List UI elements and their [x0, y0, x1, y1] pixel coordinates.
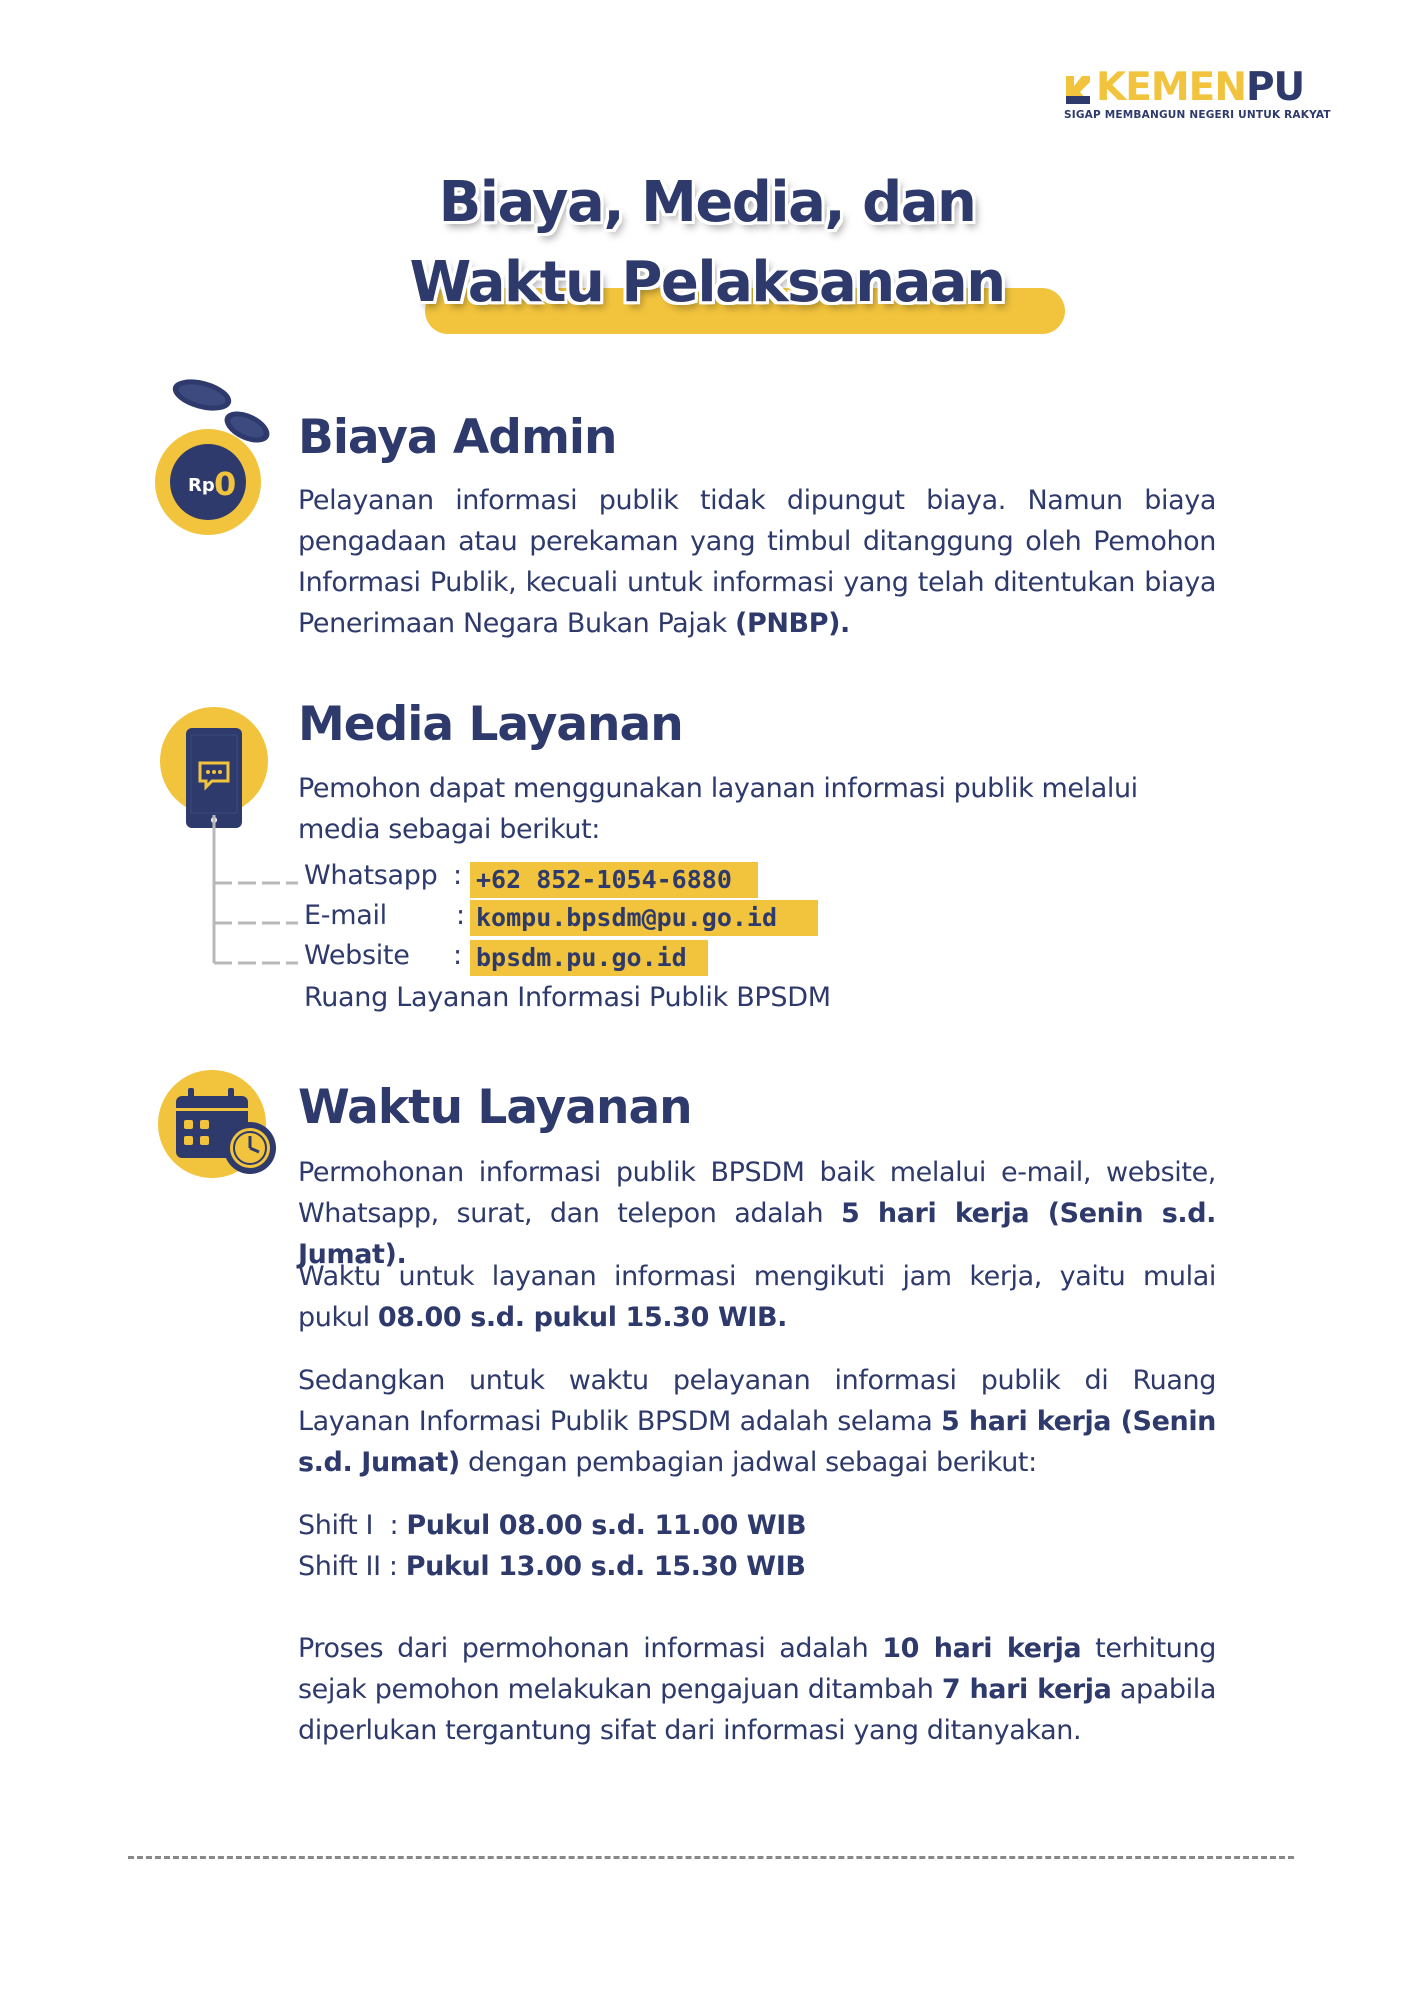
waktu-paragraph-4: Proses dari permohonan informasi adalah 10 hari kerja terhitung sejak pemohon melakukan pengajuan ditambah 7 hari kerja apabila diperlukan tergantung sifat dari informasi yang ditanyakan.: [298, 1633, 1216, 1746]
whatsapp-number-link[interactable]: +62 852-1054-6880: [470, 862, 758, 898]
website-link[interactable]: bpsdm.pu.go.id: [470, 940, 708, 976]
calendar-clock-icon: [158, 1068, 280, 1184]
rp-label: Rp.: [188, 475, 222, 496]
logo-mark-icon: [1062, 72, 1094, 108]
media-label-whatsapp: Whatsapp: [304, 860, 438, 891]
shift-2: Shift II : Pukul 13.00 s.d. 15.30 WIB: [298, 1551, 806, 1582]
media-label-email: E-mail: [304, 900, 387, 931]
page-title-line-2: Waktu Pelaksanaan: [409, 250, 1005, 315]
footer-divider: [128, 1856, 1294, 1859]
media-tree-lines: [210, 815, 300, 975]
biaya-heading: Biaya Admin: [298, 410, 617, 465]
waktu-paragraph-3: Sedangkan untuk waktu pelayanan informasi publik di Ruang Layanan Informasi Publik BPSDM adalah selama 5 hari kerja (Senin s.d. Jumat) dengan pembagian jadwal sebagai berikut:: [298, 1365, 1216, 1478]
media-heading: Media Layanan: [298, 697, 683, 752]
logo-tagline: SIGAP MEMBANGUN NEGERI UNTUK RAKYAT: [1064, 109, 1331, 121]
logo-wordmark: KEMENPU: [1096, 65, 1305, 110]
media-room-text: Ruang Layanan Informasi Publik BPSDM: [304, 982, 831, 1013]
media-intro: Pemohon dapat menggunakan layanan informasi publik melalui media sebagai berikut:: [298, 773, 1138, 845]
waktu-heading: Waktu Layanan: [298, 1080, 692, 1135]
svg-text:0: 0: [214, 465, 237, 503]
page-title-line-1: Biaya, Media, dan: [438, 170, 976, 235]
media-colon: :: [453, 860, 463, 891]
kemenpu-logo: [1062, 65, 1332, 128]
waktu-paragraph-1: Permohonan informasi publik BPSDM baik melalui e-mail, website, Whatsapp, surat, dan telepon adalah 5 hari kerja (Senin s.d. Jumat).: [298, 1157, 1217, 1270]
biaya-text: Pelayanan informasi publik tidak dipungut biaya. Namun biaya pengadaan atau perekaman yang timbul ditanggung oleh Pemohon Informasi Publik, kecuali untuk informasi yang telah ditentukan biaya Penerimaan Negara Bukan Pajak (PNBP).: [298, 485, 1216, 639]
media-colon: :: [453, 940, 463, 971]
coins-icon: [150, 375, 280, 535]
shift-1: Shift I : Pukul 08.00 s.d. 11.00 WIB: [298, 1510, 807, 1541]
media-colon: :: [456, 900, 466, 931]
email-link[interactable]: kompu.bpsdm@pu.go.id: [470, 900, 818, 936]
waktu-paragraph-2: Waktu untuk layanan informasi mengikuti jam kerja, yaitu mulai pukul 08.00 s.d. pukul 15.30 WIB.: [298, 1261, 1216, 1333]
media-label-website: Website: [304, 940, 410, 971]
